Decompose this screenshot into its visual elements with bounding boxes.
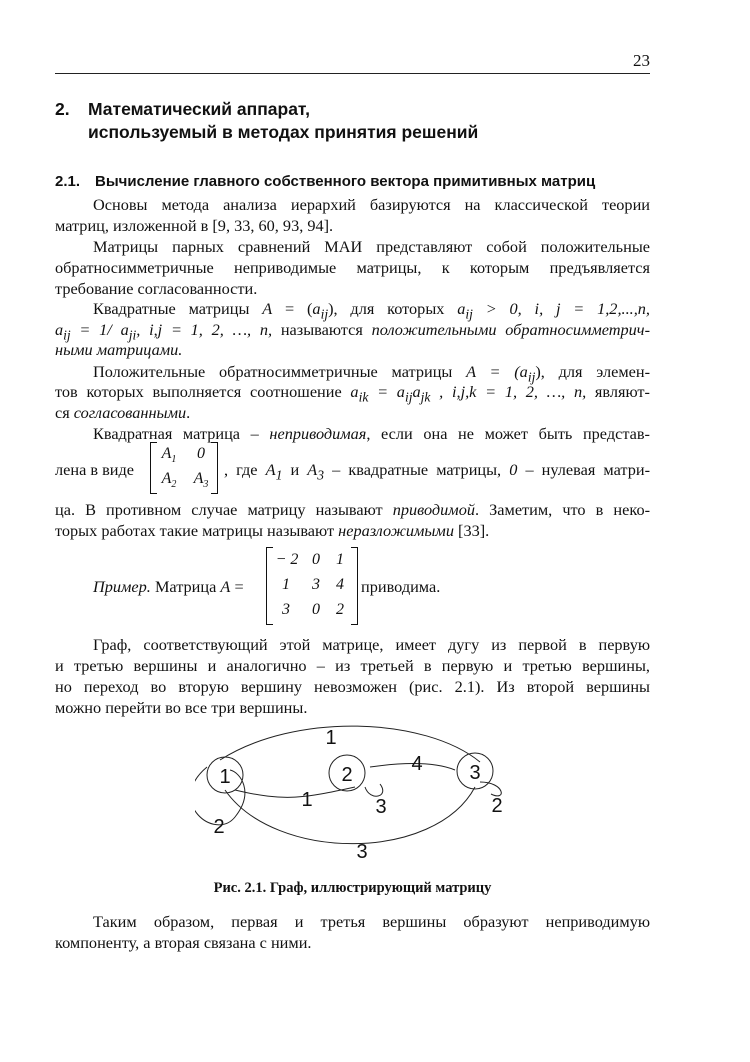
para3-line2: $a_{ij} = 1/$ $a_{ji}$, i,j = 1, 2, …, n, называются положительными обратносимметрич-: [55, 320, 650, 343]
matrix-bracket-left: [150, 442, 157, 494]
para2-line3: требование согласованности.: [55, 279, 258, 298]
example-cell: − 2: [275, 551, 299, 568]
para1-line2: матриц, изложенной в [9, 33, 60, 93, 94].: [55, 216, 334, 235]
edge-label: 1: [325, 727, 337, 749]
matrix-cell-a2: $A_2$: [161, 470, 177, 491]
edge-3-loop: [480, 782, 501, 796]
example-label: Пример. Матрица A =: [93, 577, 244, 596]
para2-line1: Матрицы парных сравнений МАИ представляют собой положительные: [93, 237, 650, 256]
para2-line2: обратносимметричные неприводимые матрицы, к которым предъявляется: [55, 258, 650, 277]
matrix-bracket-right: [211, 442, 218, 494]
graph-figure: [195, 722, 525, 867]
para7-line1: Таким образом, первая и третья вершины образуют неприводимую: [93, 912, 650, 931]
section-title-line1: Математический аппарат,: [88, 99, 311, 119]
edge-label: 3: [375, 796, 387, 818]
example-cell: 1: [282, 576, 290, 593]
para5-line2-start: лена в виде: [55, 460, 135, 479]
block-matrix: [150, 442, 218, 494]
para5-line4: торых работах такие матрицы называют неразложимыми [33].: [55, 521, 490, 540]
figure-caption: Рис. 2.1. Граф, иллюстрирующий матрицу: [213, 880, 492, 896]
para1-line1: Основы метода анализа иерархий базируются на классической теории: [93, 195, 650, 214]
node-label: 3: [469, 762, 481, 784]
header-rule: [55, 73, 650, 74]
para3-line1: Квадратные матрицы $A = (a_{ij})$, для которых $a_{ij} > 0$, i, j = 1,2,...,n,: [93, 299, 651, 322]
edge-label: 3: [356, 841, 368, 863]
para6-line4: можно перейти во все три вершины.: [55, 698, 308, 717]
example-cell: 2: [336, 601, 344, 618]
para6-line1: Граф, соответствующий этой матрице, имеет дугу из первой в первую: [93, 635, 650, 654]
subsection-heading: [55, 172, 650, 192]
example-cell: 0: [312, 551, 320, 568]
example-cell: 3: [312, 576, 320, 593]
example-matrix: [266, 547, 358, 625]
example-cell: 1: [336, 551, 344, 568]
example-cell: 4: [336, 576, 344, 593]
matrix-cell-a1: $A_1$: [161, 445, 177, 466]
matrix-cell-a3: $A_3$: [193, 470, 209, 491]
subsection-title: Вычисление главного собственного вектора примитивных матриц: [95, 173, 596, 190]
edge-label: 4: [411, 753, 423, 775]
example-cell: 0: [312, 601, 320, 618]
section-heading: [55, 97, 650, 147]
para4-line3: ся согласованными.: [55, 403, 191, 422]
subsection-number: 2.1.: [55, 173, 81, 190]
example-after: приводима.: [361, 577, 441, 596]
para5-line2-end: , где $A_1$ и $A_3$ – квадратные матрицы, 0 – нулевая матри-: [224, 460, 651, 483]
para5-line3: ца. В противном случае матрицу называют приводимой. Заметим, что в неко-: [55, 500, 651, 519]
edge-1-3-top: [220, 726, 480, 762]
para5-line1: Квадратная матрица – неприводимая, если она не может быть представ-: [93, 424, 650, 443]
node-label: 2: [341, 764, 353, 786]
section-number: 2.: [55, 99, 70, 119]
edge-label: 2: [213, 816, 225, 838]
page-number: 23: [633, 51, 650, 70]
para6-line2: и третью вершины и аналогично – из третьей в первую и третью вершины,: [55, 656, 650, 675]
section-title-line2: используемый в методах принятия решений: [88, 122, 479, 142]
matrix-cell-zero: 0: [197, 445, 205, 462]
example-cell: 3: [282, 601, 290, 618]
edge-label: 2: [491, 795, 503, 817]
para6-line3: но переход во вторую вершину невозможен (рис. 2.1). Из второй вершины: [55, 677, 650, 696]
edge-label: 1: [301, 789, 313, 811]
node-label: 1: [219, 766, 231, 788]
edge-2-loop: [365, 784, 383, 796]
para4-line1: Положительные обратносимметричные матрицы $A = (a_{ij})$, для элемен-: [93, 362, 650, 385]
para3-line3: ными матрицами.: [55, 340, 183, 359]
example-bracket-right: [351, 547, 358, 625]
para4-line2: тов которых выполняется соотношение $a_{ik} = a_{ij}a_{jk}$ , i,j,k = 1, 2, …, n, являют-: [55, 382, 650, 405]
para7-line2: компоненту, а вторая связана с ними.: [55, 933, 312, 952]
